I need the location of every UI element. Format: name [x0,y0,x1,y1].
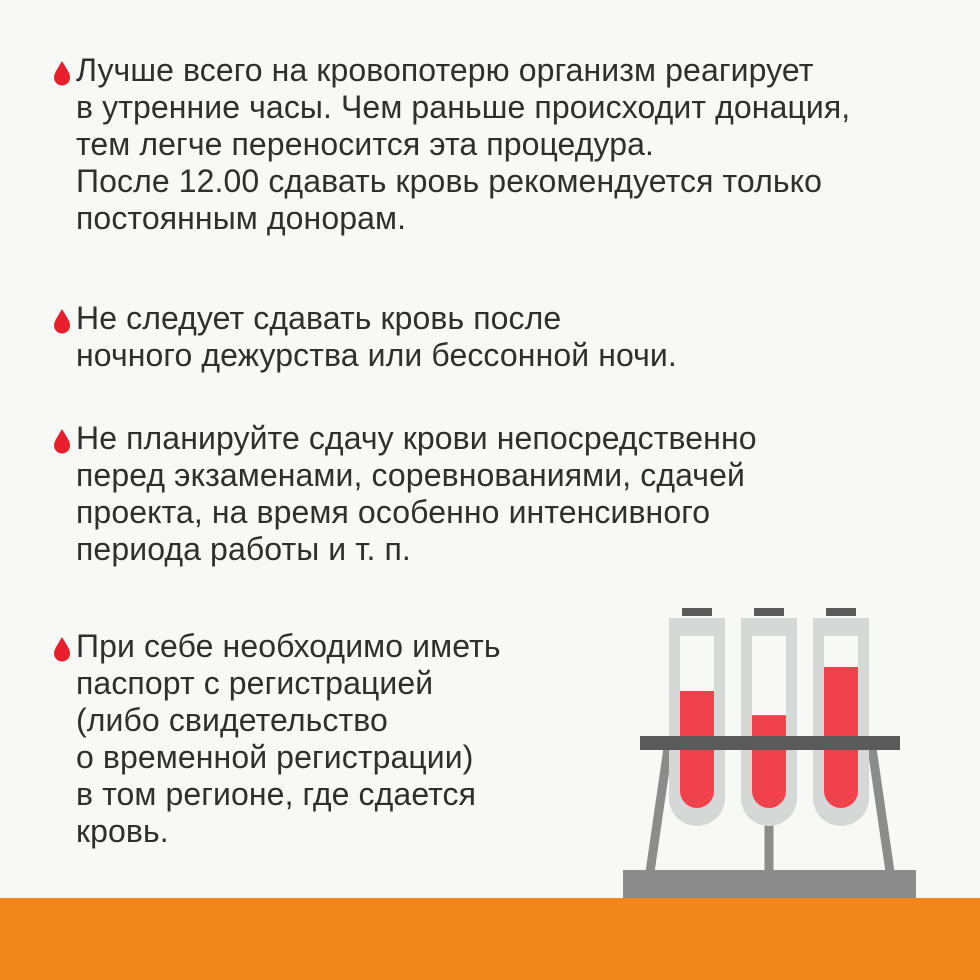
tip-text [76,628,501,850]
tube-cavity [824,636,858,808]
tip-text [76,52,850,237]
tip-line: Не планируйте сдачу крови непосредственно [76,420,757,456]
tip-item [52,52,850,237]
tip-text [76,300,677,374]
tip-line: постоянным донорам. [76,200,407,236]
tip-line: перед экзаменами, соревнованиями, сдачей [76,457,745,493]
footer-band [0,898,980,980]
tube-blood [824,667,858,808]
tip-line: кровь. [76,813,169,849]
blood-drop-icon [52,428,72,454]
test-tube [669,608,725,826]
tube-glass [669,618,725,826]
blood-drop-icon [52,308,72,334]
tip-item [52,420,757,568]
tip-line: ночного дежурства или бессонной ночи. [76,337,677,373]
tip-text [76,420,757,568]
tip-line: проекта, на время особенно интенсивного [76,494,711,530]
rack-legs [650,748,890,872]
tip-line: периода работы и т. п. [76,531,411,567]
tube-blood [680,691,714,808]
tube-cap [826,608,856,616]
tip-line: о временной регистрации) [76,739,474,775]
blood-drop-icon [52,60,72,86]
tube-glass [813,618,869,826]
tip-item [52,628,501,850]
tip-line: в утренние часы. Чем раньше происходит донация, [76,89,851,125]
tip-line: паспорт с регистрацией [76,665,434,701]
test-tubes [669,608,869,826]
test-tube [813,608,869,826]
tube-cavity [680,636,714,808]
tube-cavity [752,636,786,808]
tip-line: Не следует сдавать кровь после [76,300,562,336]
tip-line: После 12.00 сдавать кровь рекомендуется только [76,163,822,199]
blood-drop-icon [52,636,72,662]
tube-blood [752,715,786,808]
rack-base [623,870,916,900]
rack-shelf [640,736,900,750]
tip-line: в том регионе, где сдается [76,776,477,812]
tip-line: тем легче переносится эта процедура. [76,126,655,162]
tube-cap [682,608,712,616]
tip-line: (либо свидетельство [76,702,388,738]
test-tube [741,608,797,826]
tip-line: При себе необходимо иметь [76,628,501,664]
tube-cap [754,608,784,616]
tip-line: Лучше всего на кровопотерю организм реагирует [76,52,814,88]
tip-item [52,300,677,374]
tube-glass [741,618,797,826]
